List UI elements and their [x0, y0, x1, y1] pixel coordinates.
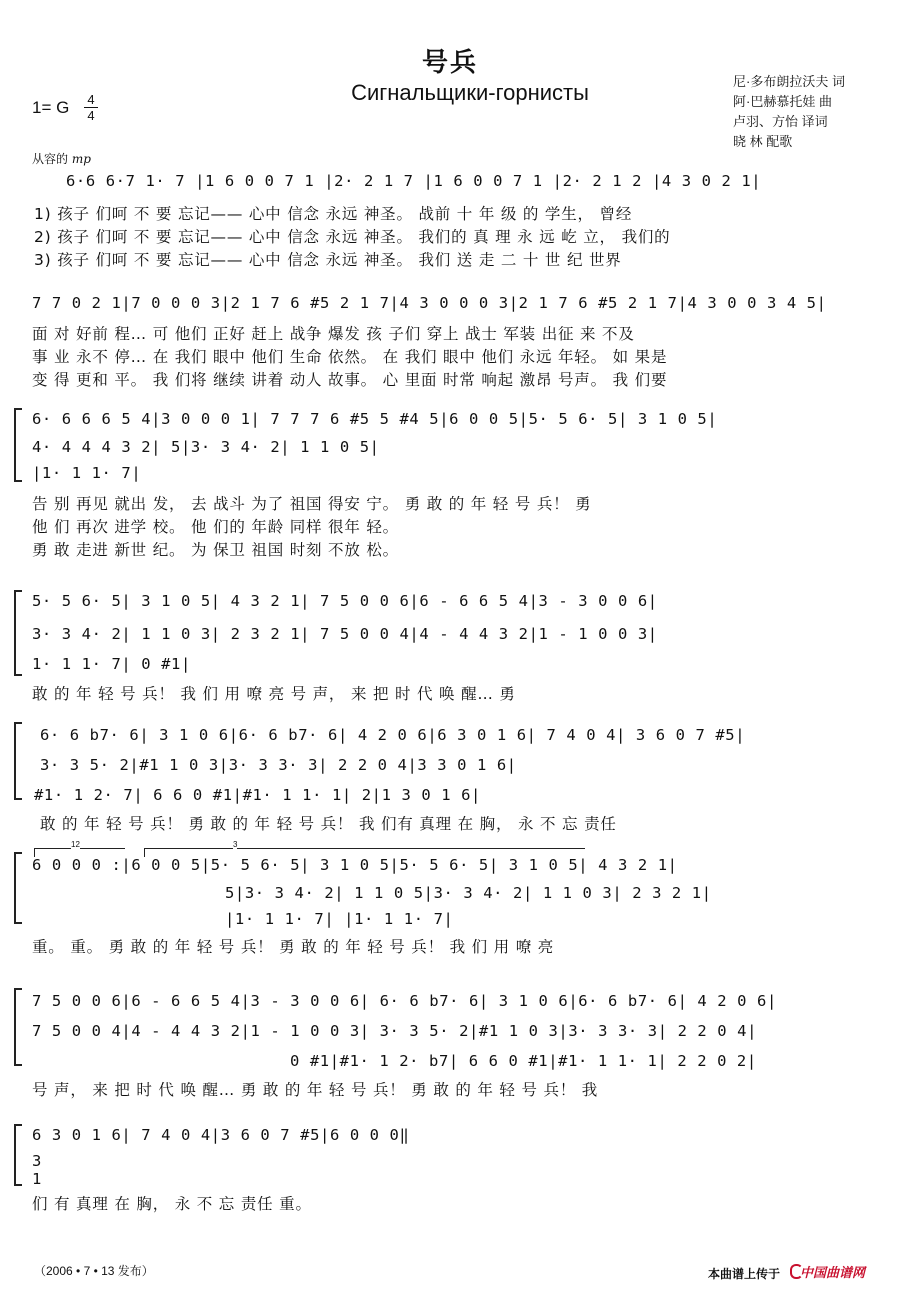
- notation-line: 5|3· 3 4· 2| 1 1 0 5|3· 3 4· 2| 1 1 0 3| 2 3 2 1|: [225, 884, 712, 902]
- notation-line: 3· 3 5· 2|#1 1 0 3|3· 3 3· 3| 2 2 0 4|3 3 0 1 6|: [40, 756, 517, 774]
- song-subtitle: Сигнальщики-горнисты: [351, 80, 589, 105]
- notation-line: 1: [32, 1170, 42, 1188]
- notation-line: 6· 6 6 6 5 4|3 0 0 0 1| 7 7 7 6 #5 5 #4 5|6 0 0 5|5· 5 6· 5| 3 1 0 5|: [32, 410, 718, 428]
- credit-lyricist: 尼·多布朗拉沃夫 词: [733, 74, 845, 89]
- notation-line: 5· 5 6· 5| 3 1 0 5| 4 3 2 1| 7 5 0 0 6|6 - 6 6 5 4|3 - 3 0 0 6|: [32, 592, 658, 610]
- system-brace: [14, 722, 16, 800]
- lyric-line: 事 业 永不 停… 在 我们 眼中 他们 生命 依然。 在 我们 眼中 他们 永远 年轻。 如 果是: [32, 348, 668, 366]
- lyric-line: 敢 的 年 轻 号 兵！ 勇 敢 的 年 轻 号 兵！ 我 们有 真理 在 胸， 永 不 忘 责任: [40, 815, 617, 833]
- notation-line: 0 #1|#1· 1 2· b7| 6 6 0 #1|#1· 1 1· 1| 2 2 0 2|: [290, 1052, 757, 1070]
- volta-label: 12: [71, 840, 80, 849]
- site-name-link[interactable]: 中国曲谱网: [800, 1265, 866, 1280]
- system-brace: [14, 852, 16, 924]
- tempo-marking: [32, 150, 91, 167]
- notation-line: 6 0 0 0 :|6 0 0 5|5· 5 6· 5| 3 1 0 5|5· 5 6· 5| 3 1 0 5| 4 3 2 1|: [32, 856, 678, 874]
- song-title: 号兵: [421, 48, 478, 78]
- lyric-line: 3) 孩子 们呵 不 要 忘记—— 心中 信念 永远 神圣。 我们 送 走 二 十 世 纪 世界: [34, 251, 622, 269]
- publish-date: （2006 • 7 • 13 发布）: [34, 1264, 154, 1278]
- lyric-line: 变 得 更和 平。 我 们将 继续 讲着 动人 故事。 心 里面 时常 响起 激昂 号声。 我 们要: [32, 371, 668, 389]
- notation-line: 3: [32, 1152, 42, 1170]
- notation-line: 6·6 6·7 1· 7 |1 6 0 0 7 1 |2· 2 1 7 |1 6 0 0 7 1 |2· 2 1 2 |4 3 0 2 1|: [66, 172, 762, 190]
- dynamic-marking: mp: [71, 152, 91, 166]
- lyric-line: 2) 孩子 们呵 不 要 忘记—— 心中 信念 永远 神圣。 我们的 真 理 永 远 屹 立， 我们的: [34, 228, 671, 246]
- notation-line: 6· 6 b7· 6| 3 1 0 6|6· 6 b7· 6| 4 2 0 6|6 3 0 1 6| 7 4 0 4| 3 6 0 7 #5|: [40, 726, 746, 744]
- lyric-line: 敢 的 年 轻 号 兵！ 我 们 用 嘹 亮 号 声， 来 把 时 代 唤 醒… 勇: [32, 685, 516, 703]
- lyric-line: 号 声， 来 把 时 代 唤 醒… 勇 敢 的 年 轻 号 兵！ 勇 敢 的 年 轻 号 兵！ 我: [32, 1081, 599, 1099]
- lyric-line: 他 们 再次 进学 校。 他 们的 年龄 同样 很年 轻。: [32, 518, 399, 536]
- notation-line: 4· 4 4 4 3 2| 5|3· 3 4· 2| 1 1 0 5|: [32, 438, 380, 456]
- notation-line: 1· 1 1· 7| 0 #1|: [32, 655, 191, 673]
- volta-label: 3: [233, 840, 238, 849]
- lyric-line: 面 对 好前 程… 可 他们 正好 赶上 战争 爆发 孩 子们 穿上 战士 军装 出征 来 不及: [32, 325, 635, 343]
- system-brace: [14, 408, 16, 482]
- credit-translator: 卢羽、方怡 译词: [733, 114, 828, 129]
- notation-line: #1· 1 2· 7| 6 6 0 #1|#1· 1 1· 1| 2|1 3 0 1 6|: [34, 786, 481, 804]
- credits: [733, 72, 845, 152]
- credit-composer: 阿·巴赫慕托娃 曲: [733, 94, 832, 109]
- notation-line: |1· 1 1· 7| |1· 1 1· 7|: [225, 910, 454, 928]
- notation-line: 6 3 0 1 6| 7 4 0 4|3 6 0 7 #5|6 0 0 0‖: [32, 1126, 410, 1144]
- lyric-line: 1) 孩子 们呵 不 要 忘记—— 心中 信念 永远 神圣。 战前 十 年 级 的 学生， 曾经: [34, 205, 633, 223]
- notation-line: 7 5 0 0 4|4 - 4 4 3 2|1 - 1 0 0 3| 3· 3 5· 2|#1 1 0 3|3· 3 3· 3| 2 2 0 4|: [32, 1022, 758, 1040]
- notation-line: 7 5 0 0 6|6 - 6 6 5 4|3 - 3 0 0 6| 6· 6 b7· 6| 3 1 0 6|6· 6 b7· 6| 4 2 0 6|: [32, 992, 777, 1010]
- credit-arranger: 晓 林 配歌: [733, 134, 793, 149]
- notation-line: 7 7 0 2 1|7 0 0 0 3|2 1 7 6 #5 2 1 7|4 3 0 0 0 3|2 1 7 6 #5 2 1 7|4 3 0 0 3 4 5|: [32, 294, 827, 312]
- key-signature: 1= G: [32, 98, 70, 117]
- system-brace: [14, 590, 16, 676]
- tempo-text: 从容的: [32, 152, 69, 166]
- lyric-line: 重。 重。 勇 敢 的 年 轻 号 兵！ 勇 敢 的 年 轻 号 兵！ 我 们 用 嘹 亮: [32, 938, 555, 956]
- system-brace: [14, 1124, 16, 1186]
- upload-note: 本曲谱上传于: [708, 1267, 781, 1281]
- lyric-line: 告 别 再见 就出 发， 去 战斗 为了 祖国 得安 宁。 勇 敢 的 年 轻 号 兵！ 勇: [32, 495, 592, 513]
- time-signature-denominator: 4: [87, 108, 95, 123]
- lyric-line: 们 有 真理 在 胸， 永 不 忘 责任 重。: [32, 1195, 312, 1213]
- time-signature: [84, 93, 98, 122]
- system-brace: [14, 988, 16, 1066]
- notation-line: 3· 3 4· 2| 1 1 0 3| 2 3 2 1| 7 5 0 0 4|4 - 4 4 3 2|1 - 1 0 0 3|: [32, 625, 658, 643]
- time-signature-numerator: 4: [87, 92, 95, 107]
- notation-line: |1· 1 1· 7|: [32, 464, 142, 482]
- lyric-line: 勇 敢 走进 新世 纪。 为 保卫 祖国 时刻 不放 松。: [32, 541, 399, 559]
